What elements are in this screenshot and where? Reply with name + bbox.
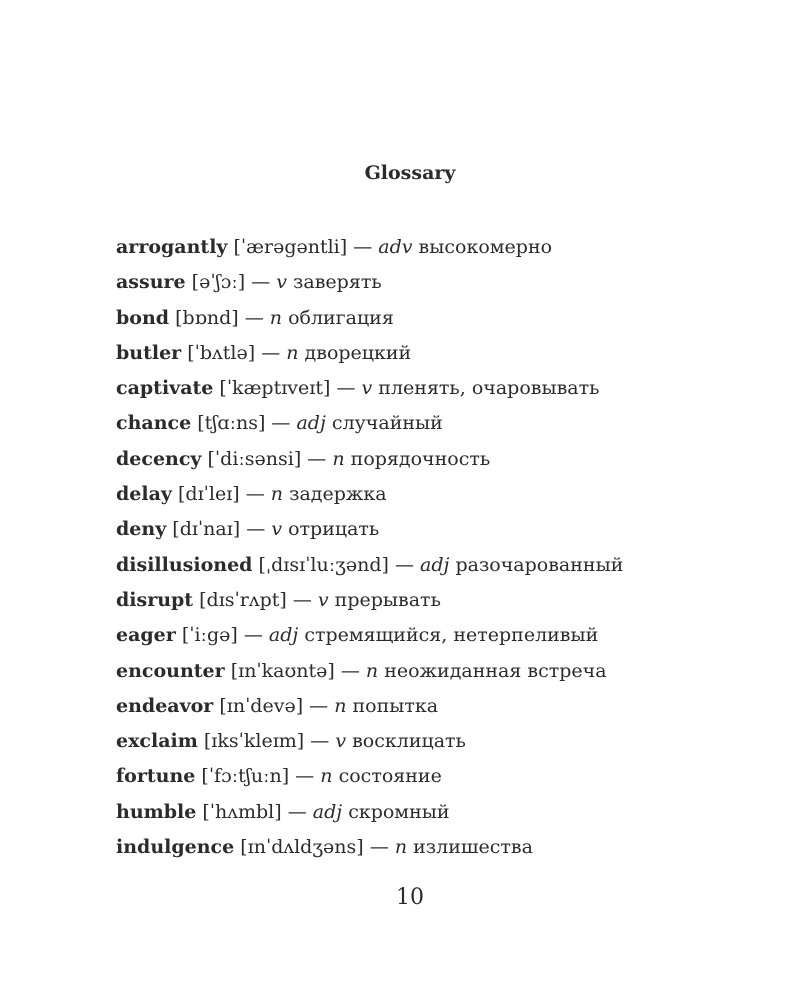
entry-transcription: [ˈbʌtlə] [187,341,256,364]
entry-part-of-speech: n [334,694,347,717]
entry-part-of-speech: v [276,271,287,294]
entry-part-of-speech: v [335,730,347,753]
glossary-entry: indulgence [ɪnˈdʌldʒəns] — n излишества [116,836,533,859]
entry-part-of-speech: adj [312,800,343,823]
entry-term: arrogantly [116,236,228,258]
entry-translation: разочарованный [455,553,624,576]
entry-term: captivate [116,377,214,400]
entry-term: butler [116,341,182,364]
entry-transcription: [dɪˈleɪ] [178,483,240,506]
entry-translation: попытка [352,694,439,717]
entry-term: chance [116,412,192,435]
page-title: Glossary [364,162,456,184]
entry-term: endeavor [116,694,214,717]
entry-part-of-speech: adj [296,412,326,435]
entry-translation: скромный [348,800,450,823]
entry-term: decency [116,447,202,470]
entry-term: assure [116,271,186,294]
entry-part-of-speech: v [317,588,329,611]
entry-part-of-speech: n [332,447,345,470]
entry-transcription: [ˈfɔːtʃuːn] [201,765,290,788]
entry-term: disrupt [116,588,194,611]
glossary-entry: fortune [ˈfɔːtʃuːn] — n состояние [116,765,442,788]
entry-term: exclaim [116,730,198,753]
entry-part-of-speech: n [270,483,284,506]
entry-part-of-speech: n [286,341,299,364]
glossary-entry: assure [əˈʃɔː] — v заверять [116,271,382,294]
entry-part-of-speech: n [365,659,379,682]
entry-translation: состояние [338,765,442,788]
entry-transcription: [dɪˈnaɪ] [172,518,241,541]
entry-part-of-speech: v [361,377,373,400]
entry-part-of-speech: adj [420,553,450,576]
entry-transcription: [əˈʃɔː] [191,271,246,294]
glossary-entry: delay [dɪˈleɪ] — n задержка [116,483,387,506]
entry-term: eager [116,624,176,647]
entry-part-of-speech: n [320,765,333,788]
glossary-entry: bond [bɒnd] — n облигация [116,306,394,329]
entry-transcription: [ɪnˈdevə] [219,694,304,717]
glossary-entry: endeavor [ɪnˈdevə] — n попытка [116,694,439,717]
entry-term: deny [116,518,167,541]
entry-transcription: [ˌdɪsɪˈluːʒənd] [258,553,389,576]
glossary-entry: humble [ˈhʌmbl] — adj скромный [116,800,450,823]
entry-translation: восклицать [352,730,466,753]
entry-translation: неожиданная встреча [384,659,607,682]
entry-translation: дворецкий [304,341,412,364]
entry-translation: заверять [293,271,382,294]
entry-transcription: [tʃɑːns] [197,412,266,435]
entry-translation: высокомерно [418,236,553,258]
entry-translation: отрицать [288,518,380,541]
entry-translation: облигация [288,306,394,329]
glossary-entry: captivate [ˈkæptɪveɪt] — v пленять, очаровывать [116,377,600,400]
entry-part-of-speech: adv [378,236,413,258]
entry-transcription: [ˈærəgəntli] [233,236,348,258]
glossary-entry: arrogantly [ˈærəgəntli] — adv высокомерно [116,236,553,258]
entry-term: indulgence [116,836,235,859]
entry-part-of-speech: n [269,306,283,329]
entry-translation: случайный [331,412,443,435]
glossary-entry: exclaim [ɪksˈkleɪm] — v восклицать [116,730,466,753]
entry-term: fortune [116,765,196,788]
entry-transcription: [ˈiːgə] [181,624,238,647]
entry-transcription: [ˈdiːsənsi] [207,447,302,470]
entry-part-of-speech: adj [268,624,299,647]
entry-term: encounter [116,659,225,682]
entry-term: bond [116,306,170,329]
entry-translation: порядочность [350,447,491,470]
entry-term: disillusioned [116,553,253,576]
page-number: 10 [396,885,424,910]
glossary-entry: decency [ˈdiːsənsi] — n порядочность [116,447,491,470]
entry-translation: задержка [289,483,387,506]
entry-transcription: [ɪnˈkaʊntə] [230,659,335,682]
glossary-entry: disillusioned [ˌdɪsɪˈluːʒənd] — adj разочарованный [116,553,624,576]
glossary-entry: butler [ˈbʌtlə] — n дворецкий [116,341,412,364]
entry-part-of-speech: v [271,518,283,541]
entry-transcription: [dɪsˈrʌpt] [199,588,287,611]
glossary-entry: chance [tʃɑːns] — adj случайный [116,412,443,435]
entry-translation: прерывать [334,588,441,611]
glossary-entry: disrupt [dɪsˈrʌpt] — v прерывать [116,588,441,611]
glossary-entry: eager [ˈiːgə] — adj стремящийся, нетерпеливый [116,624,599,647]
glossary-entry: deny [dɪˈnaɪ] — v отрицать [116,518,380,541]
entry-term: delay [116,483,172,506]
entry-translation: стремящийся, нетерпеливый [304,624,599,647]
glossary-entry: encounter [ɪnˈkaʊntə] — n неожиданная встреча [116,659,607,682]
entry-translation: излишества [413,836,533,859]
entry-term: humble [116,800,197,823]
entry-transcription: [ˈkæptɪveɪt] [219,377,331,400]
entry-transcription: [ˈhʌmbl] [202,800,282,823]
entry-translation: пленять, очаровывать [378,377,600,400]
entry-transcription: [ɪksˈkleɪm] [203,730,305,753]
entry-transcription: [ɪnˈdʌldʒəns] [240,836,364,859]
glossary-list [116,230,786,865]
entry-part-of-speech: n [394,836,408,859]
entry-transcription: [bɒnd] [175,306,239,329]
